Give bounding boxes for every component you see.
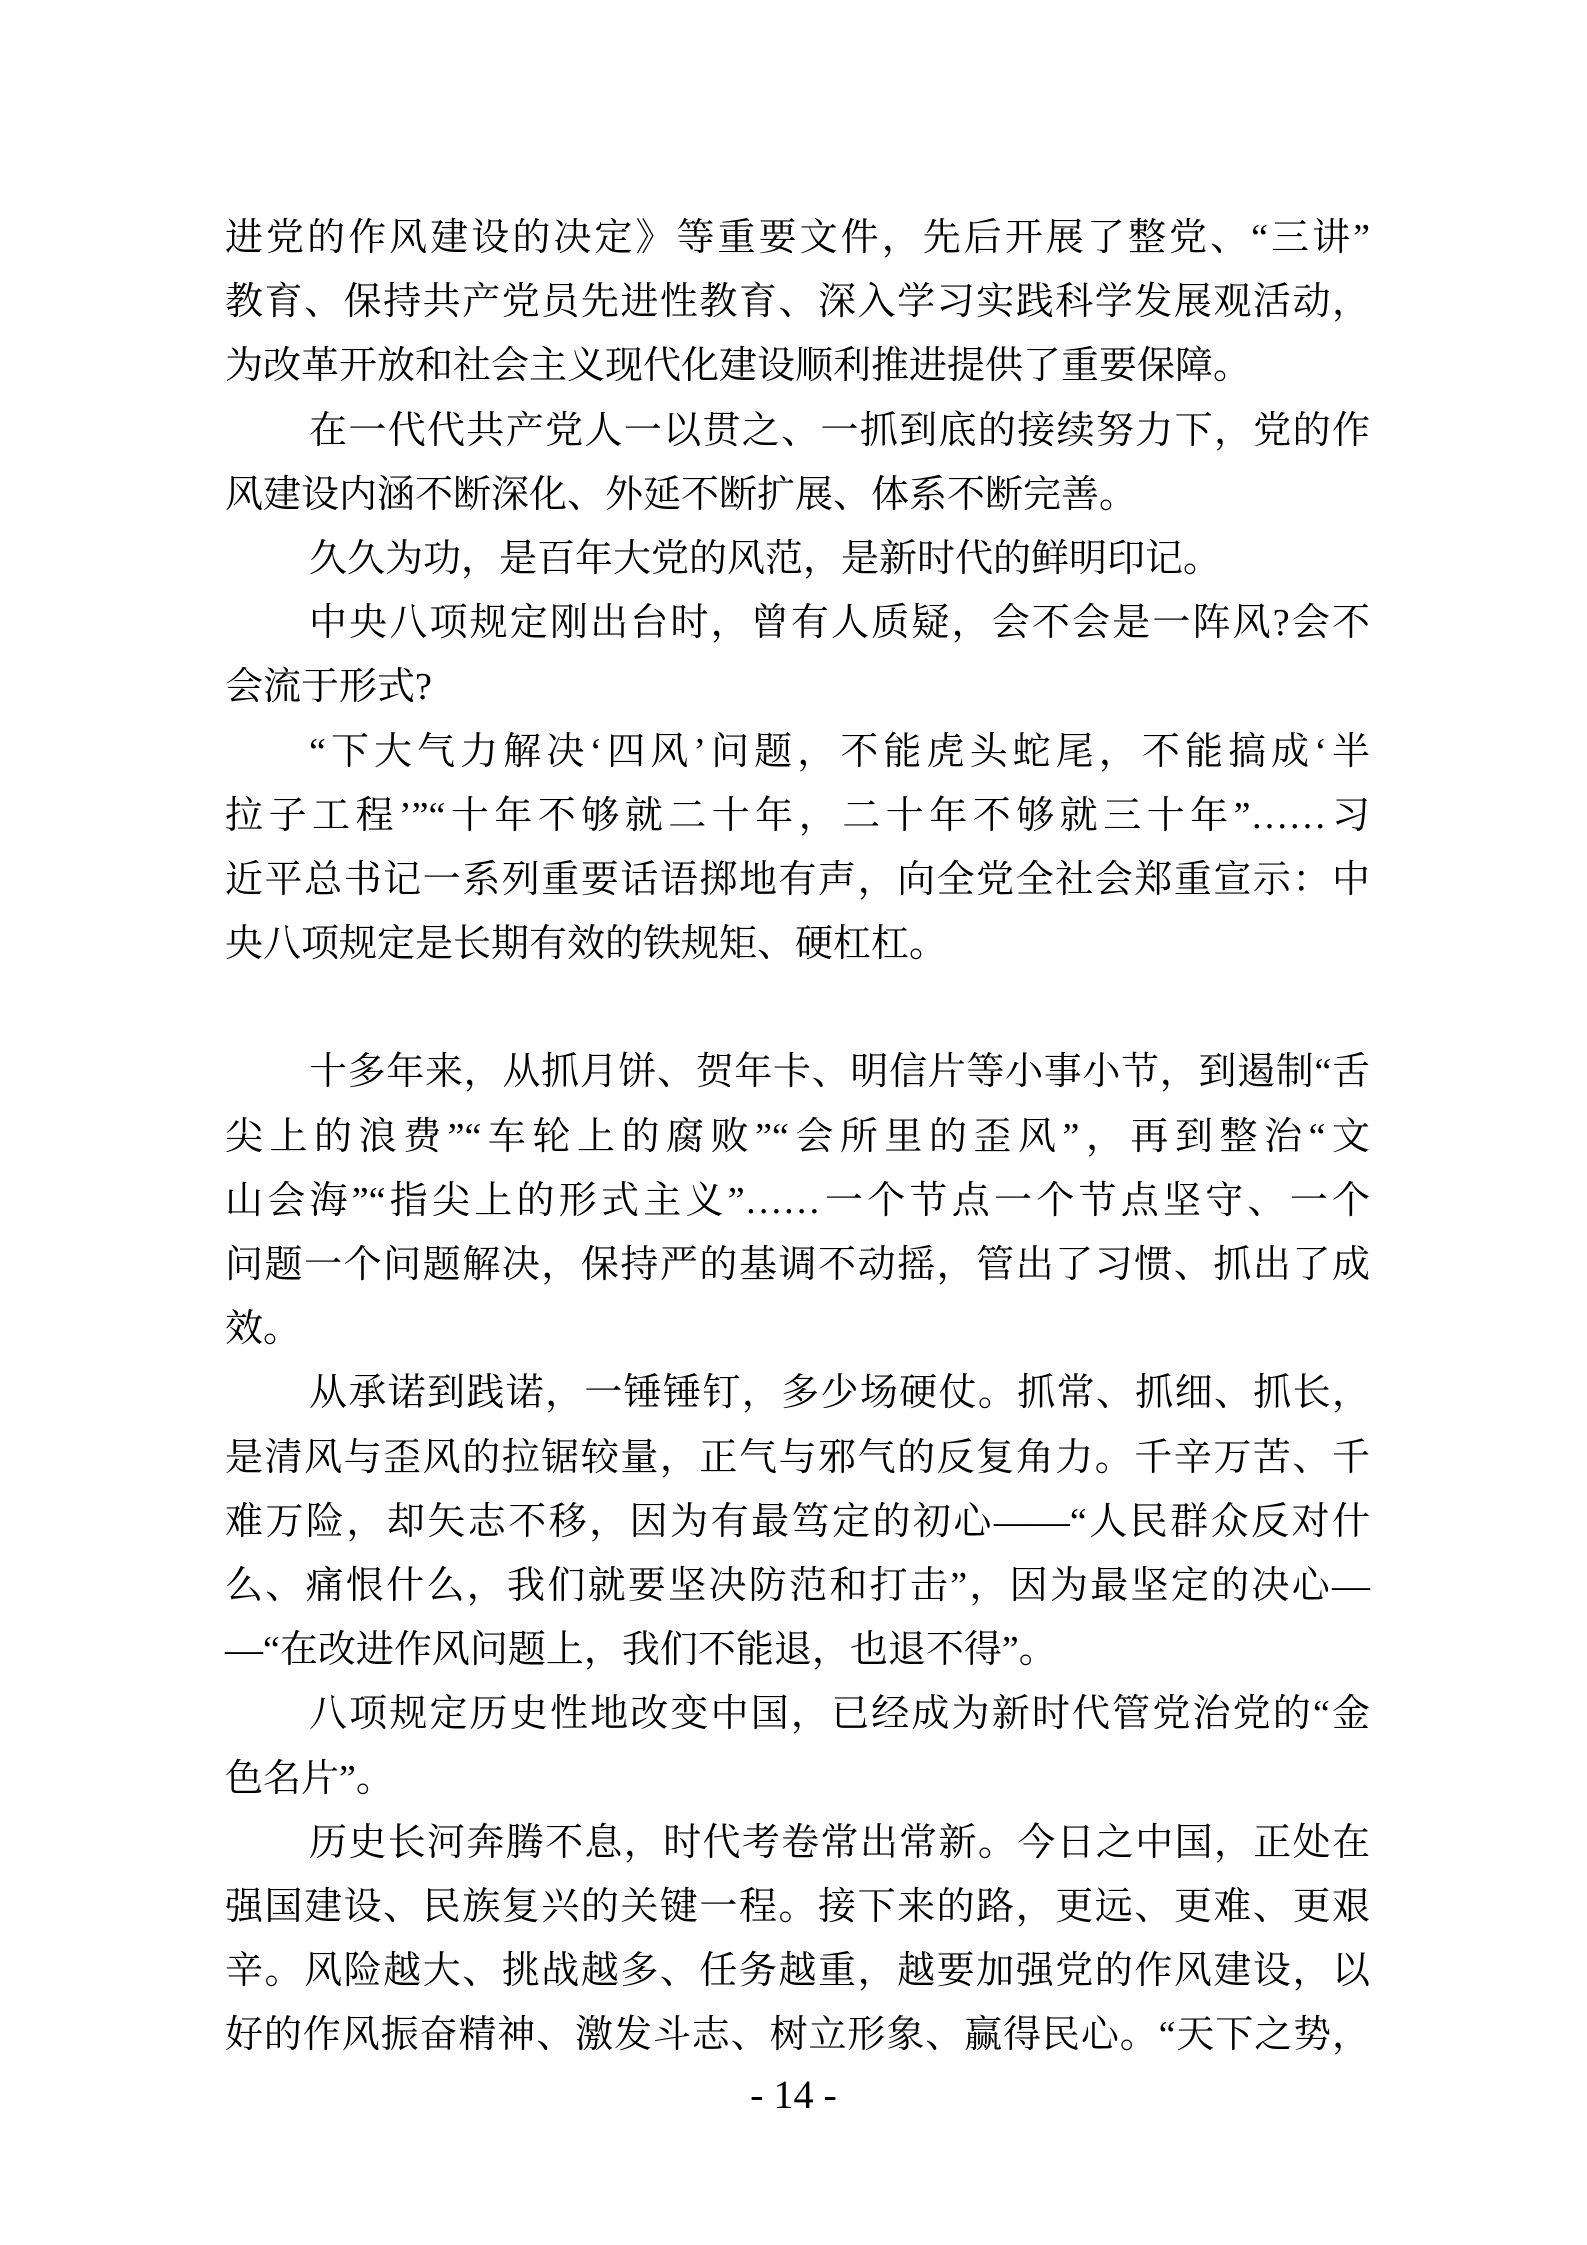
text-line: 从承诺到践诺，一锤锤钉，多少场硬仗。抓常、抓细、抓长， [309,1372,1370,1415]
text-line: 强国建设、民族复兴的关键一程。接下来的路，更远、更难、更艰 [225,1885,1370,1928]
text-line: 是清风与歪风的拉锯较量，正气与邪气的反复角力。千辛万苦、千 [225,1436,1370,1479]
text-line: 问题一个问题解决，保持严的基调不动摇，管出了习惯、抓出了成 [225,1244,1370,1286]
text-line: 进党的作风建设的决定》等重要文件，先后开展了整党、“三讲” [225,217,1370,259]
text-line: “下大气力解决‘四风’问题，不能虎头蛇尾，不能搞成‘半 [309,730,1370,773]
page-footer [0,2072,1587,2118]
text-line: 好的作风振奋精神、激发斗志、树立形象、赢得民心。“天下之势， [225,2014,1370,2057]
text-line: 尖上的浪费”“车轮上的腐败”“会所里的歪风”，再到整治“文 [225,1115,1370,1158]
text-line: 久久为功，是百年大党的风范，是新时代的鲜明印记。 [309,537,1222,580]
text-line: 中央八项规定刚出台时，曾有人质疑，会不会是一阵风?会不 [309,602,1370,645]
text-line: 历史长河奔腾不息，时代考卷常出常新。今日之中国，正处在 [309,1821,1370,1864]
text-line: 风建设内涵不断深化、外延不断扩展、体系不断完善。 [225,473,1138,516]
page-number: - 14 - [750,2072,837,2117]
text-line: 八项规定历史性地改变中国，已经成为新时代管党治党的“金 [309,1693,1370,1736]
text-line: 山会海”“指尖上的形式主义”……一个节点一个节点坚守、一个 [225,1179,1370,1222]
text-line: 会流于形式? [225,666,432,709]
text-line: 央八项规定是长期有效的铁规矩、硬杠杠。 [225,923,948,966]
text-line: 色名片”。 [225,1757,394,1800]
document-body [225,206,1370,2067]
text-line: 难万险，却矢志不移，因为有最笃定的初心——“人民群众反对什 [225,1500,1370,1543]
text-line: 拉子工程’”“十年不够就二十年，二十年不够就三十年”……习 [225,794,1370,837]
text-line: 十多年来，从抓月饼、贺年卡、明信片等小事小节，到遏制“舌 [309,1051,1370,1094]
text-line: 教育、保持共产党员先进性教育、深入学习实践科学发展观活动， [225,281,1370,324]
text-line: 为改革开放和社会主义现代化建设顺利推进提供了重要保障。 [225,345,1252,388]
text-line: 辛。风险越大、挑战越多、任务越重，越要加强党的作风建设，以 [225,1950,1370,1993]
text-line: 在一代代共产党人一以贯之、一抓到底的接续努力下，党的作 [309,409,1370,452]
text-line: 么、痛恨什么，我们就要坚决防范和打击”，因为最坚定的决心— [225,1564,1370,1607]
text-line: —“在改进作风问题上，我们不能退，也退不得”。 [225,1629,1057,1672]
text-line: 效。 [225,1308,302,1351]
blank-line [225,976,1370,1040]
text-line: 近平总书记一系列重要话语掷地有声，向全党全社会郑重宣示：中 [225,858,1370,901]
